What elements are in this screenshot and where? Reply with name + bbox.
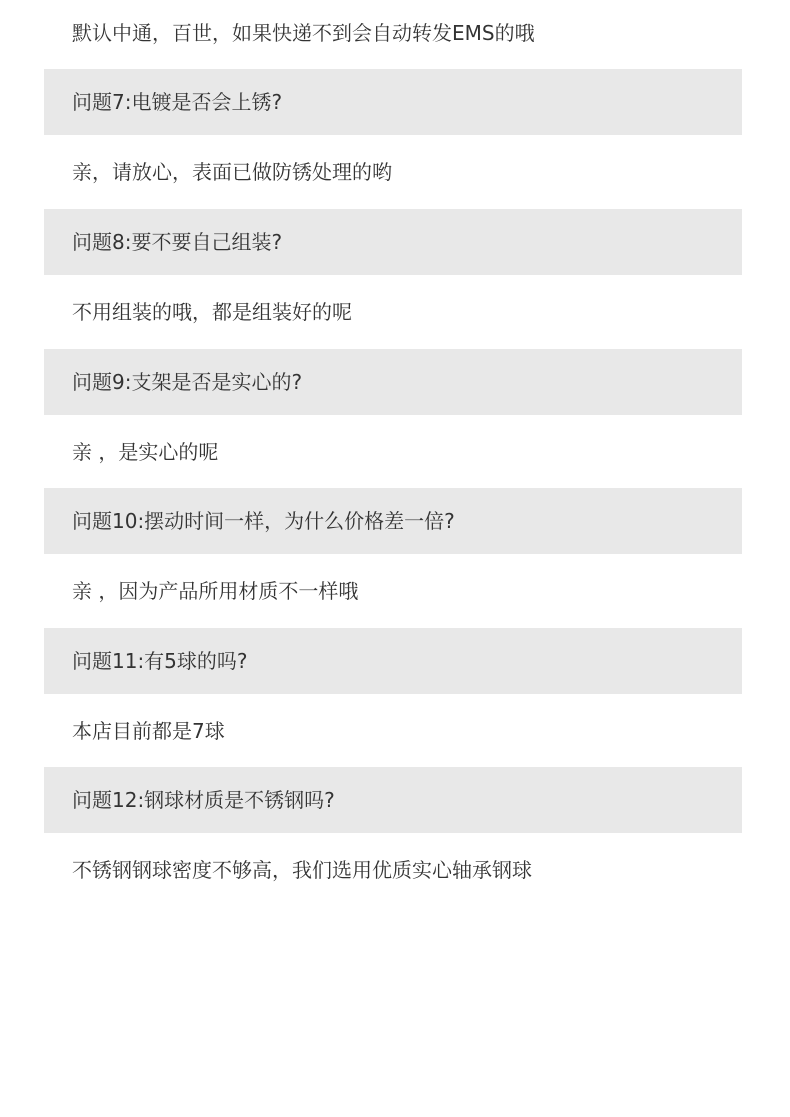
question-10-text: 问题10:摆动时间一样，为什么价格差一倍? — [72, 509, 455, 533]
question-9 — [44, 349, 742, 415]
answer-8: 不用组装的哦，都是组装好的呢 — [72, 300, 352, 324]
question-11-text: 问题11:有5球的吗? — [72, 649, 248, 673]
question-8-text: 问题8:要不要自己组装? — [72, 230, 283, 254]
question-7-text: 问题7:电镀是否会上锈? — [72, 90, 283, 114]
intro-answer: 默认中通，百世，如果快递不到会自动转发EMS的哦 — [72, 21, 535, 45]
question-12 — [44, 767, 742, 833]
answer-9: 亲 ，是实心的呢 — [72, 440, 219, 464]
question-9-text: 问题9:支架是否是实心的? — [72, 370, 303, 394]
question-10 — [44, 488, 742, 554]
question-7 — [44, 69, 742, 135]
answer-7: 亲，请放心，表面已做防锈处理的哟 — [72, 160, 392, 184]
answer-10: 亲 ，因为产品所用材质不一样哦 — [72, 579, 359, 603]
answer-12: 不锈钢钢球密度不够高，我们选用优质实心轴承钢球 — [72, 858, 532, 882]
question-8 — [44, 209, 742, 275]
question-12-text: 问题12:钢球材质是不锈钢吗? — [72, 788, 335, 812]
question-11 — [44, 628, 742, 694]
answer-11: 本店目前都是7球 — [72, 719, 225, 743]
